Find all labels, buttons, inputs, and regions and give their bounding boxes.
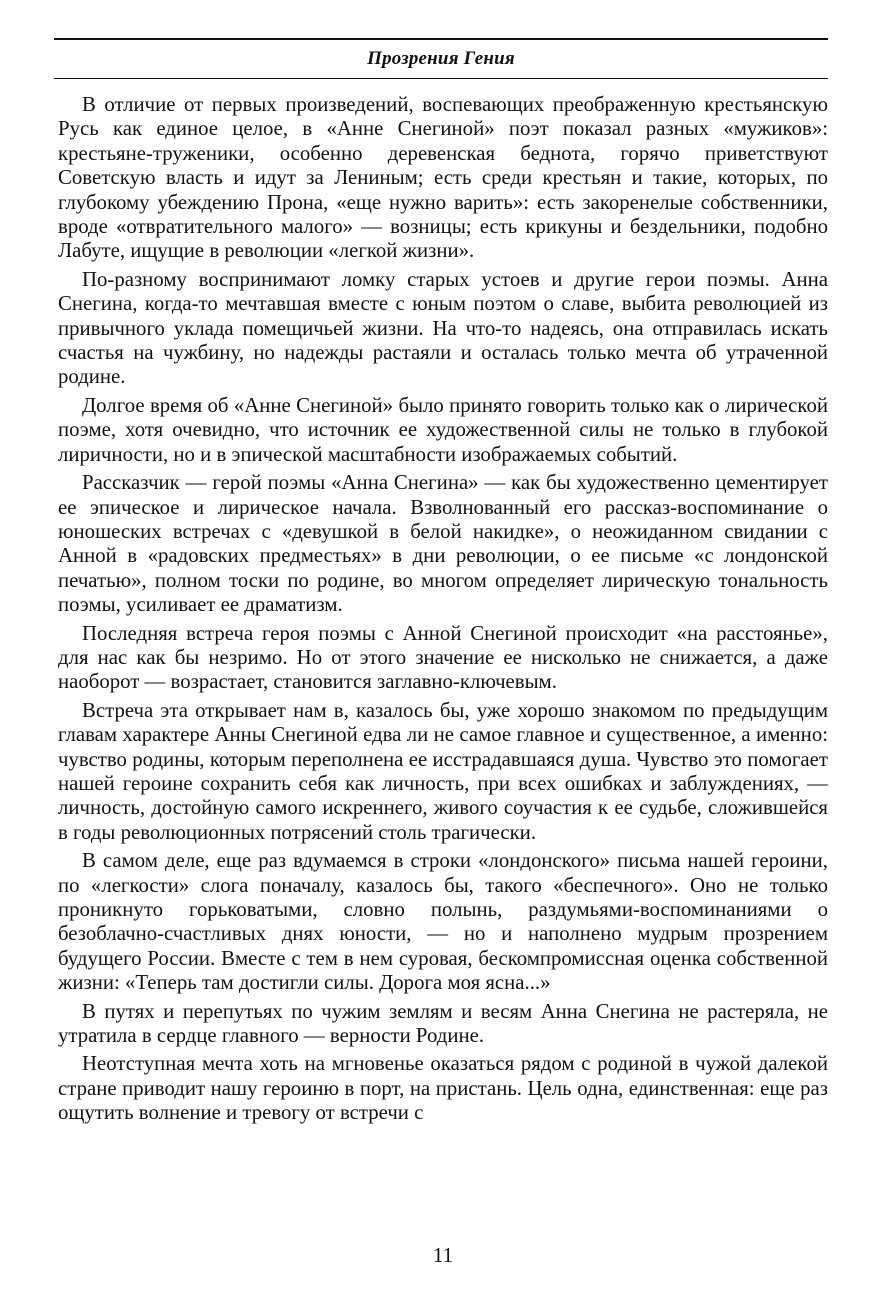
paragraph-8: В путях и перепутьях по чужим землям и весям Анна Снегина не растеряла, не утратила в сердце главного — верности Родине. bbox=[58, 999, 828, 1048]
body-text bbox=[58, 93, 828, 1130]
paragraph-4: Рассказчик — герой поэмы «Анна Снегина» — как бы художественно цементирует ее эпическое и лирическое начала. Взволнованный его рассказ-воспоминание о юношеских встречах с «девушкой в белой накидке», о неожиданном свидании с Анной в «радовских предместьях» в дни революции, о ее письме «с лондонской печатью», полном тоски по родине, во многом определяет лирическую тональность поэмы, усиливает ее драматизм. bbox=[58, 471, 828, 617]
page-number: 11 bbox=[432, 1243, 454, 1267]
header-rule-bottom bbox=[54, 78, 828, 79]
paragraph-6: Встреча эта открывает нам в, казалось бы, уже хорошо знакомом по предыдущим главам характере Анны Снегиной едва ли не самое главное и существенное, а именно: чувство родины, которым переполнена ее исстрадавшаяся душа. Чувство это помогает нашей героине сохранить себя как личность, при всех ошибках и заблуждениях, — личность, достойную самого искреннего, живого соучастия к ее судьбе, сложившейся в годы революционных потрясений столь трагически. bbox=[58, 698, 828, 844]
paragraph-3: Долгое время об «Анне Снегиной» было принято говорить только как о лирической поэме, хотя очевидно, что источник ее художественной силы не только в глубокой лиричности, но и в эпической масштабности изображаемых событий. bbox=[58, 393, 828, 466]
paragraph-7: В самом деле, еще раз вдумаемся в строки «лондонского» письма нашей героини, по «легкости» слога поначалу, казалось бы, такого «беспечного». Оно не только проникнуто горьковатыми, словно полынь, раздумьями-воспоминаниями о безоблачно-счастливых днях юности, — но и наполнено мудрым прозрением будущего России. Вместе с тем в нем суровая, бескомпромиссная оценка собственной жизни: «Теперь там достигли силы. Дорога моя ясна...» bbox=[58, 849, 828, 995]
paragraph-9: Неотступная мечта хоть на мгновенье оказаться рядом с родиной в чужой далекой стране приводит нашу героиню в порт, на пристань. Цель одна, единственная: еще раз ощутить волнение и тревогу от встречи с bbox=[58, 1052, 828, 1125]
running-title: Прозрения Гения bbox=[367, 48, 515, 69]
header-rule-top bbox=[54, 38, 828, 40]
paragraph-1: В отличие от первых произведений, воспевающих преображенную крестьянскую Русь как единое целое, в «Анне Снегиной» поэт показал разных «мужиков»: крестьяне-труженики, особенно деревенская беднота, горячо приветствуют Советскую власть и идут за Лениным; есть среди крестьян и такие, которых, по глубокому убеждению Прона, «еще нужно варить»: есть закоренелые собственники, вроде «отвратительного малого» — возницы; есть крикуны и бездельники, подобно Лабуте, ищущие в революции «легкой жизни». bbox=[58, 93, 828, 263]
paragraph-2: По-разному воспринимают ломку старых устоев и другие герои поэмы. Анна Снегина, когда-то мечтавшая вместе с юным поэтом о славе, выбита революцией из привычного уклада помещичьей жизни. На что-то надеясь, она отправилась искать счастья на чужбину, но надежды растаяли и осталась только мечта об утраченной родине. bbox=[58, 267, 828, 389]
paragraph-5: Последняя встреча героя поэмы с Анной Снегиной происходит «на расстоянье», для нас как бы незримо. Но от этого значение ее нисколько не снижается, а даже наоборот — возрастает, становится заглавно-ключевым. bbox=[58, 621, 828, 694]
